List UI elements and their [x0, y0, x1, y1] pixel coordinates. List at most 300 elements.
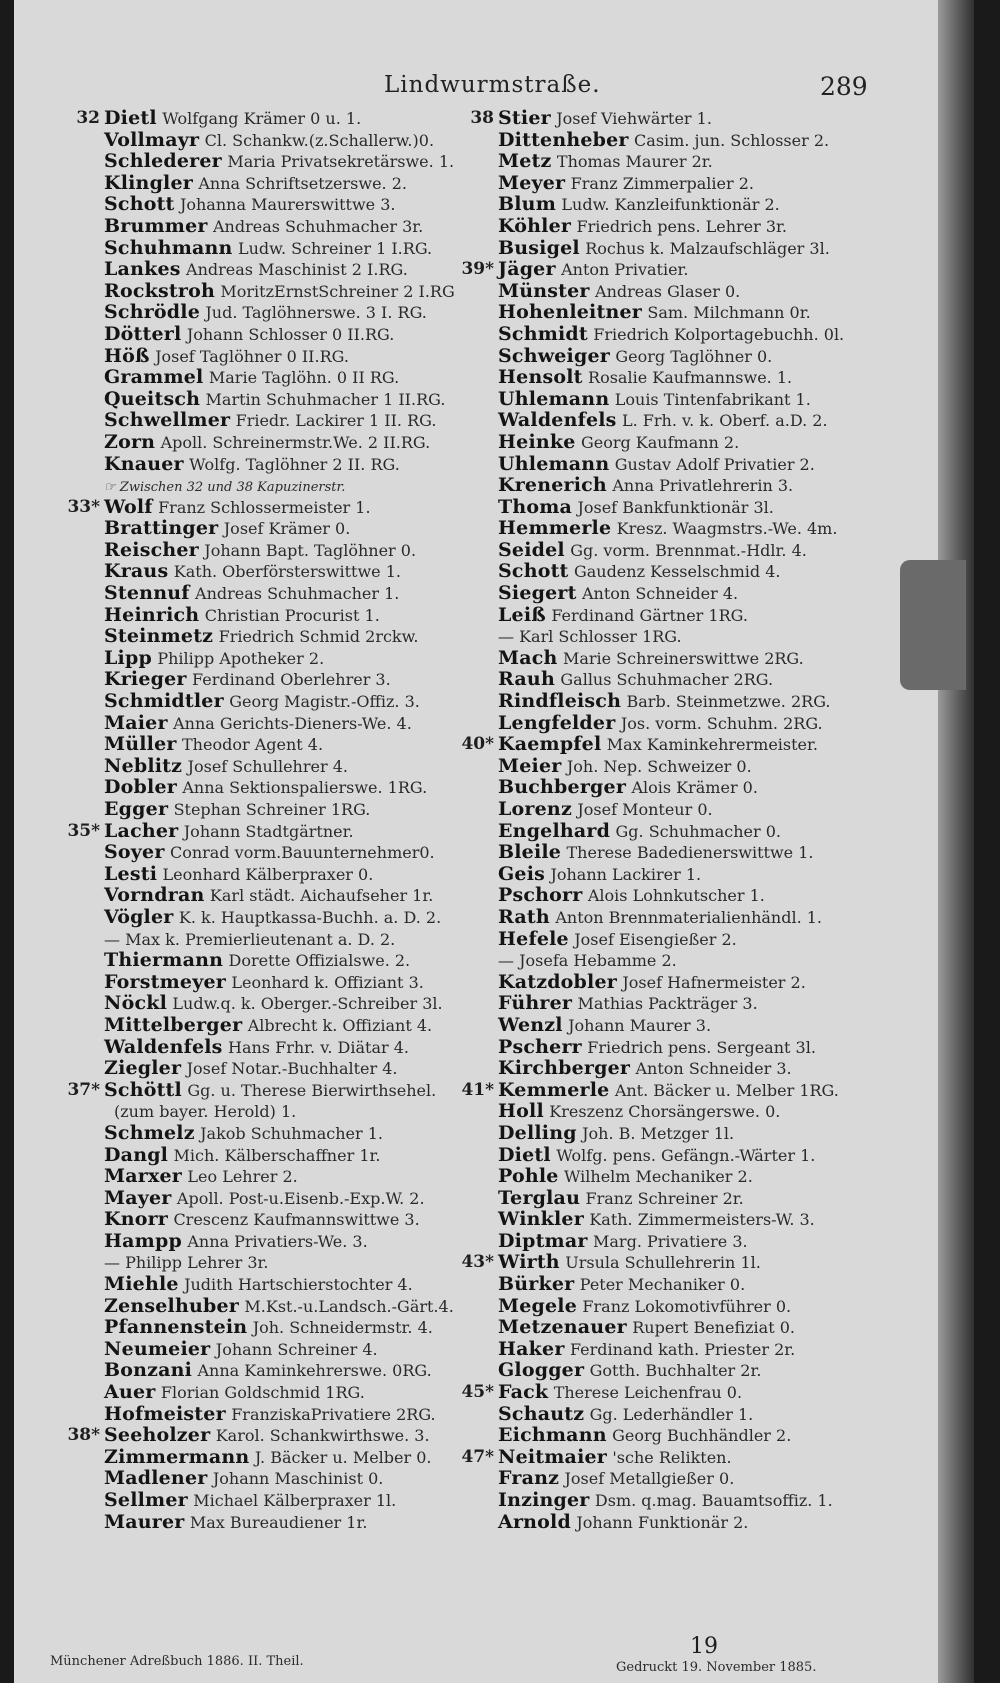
- entry-text: [498, 1101, 780, 1124]
- resident-details: K. k. Hauptkassa-Buchh. a. D. 2.: [178, 907, 442, 927]
- entry-text: [498, 346, 772, 369]
- entry-text: [498, 130, 829, 153]
- entry-text: [104, 497, 371, 520]
- directory-entry: [444, 410, 884, 432]
- resident-surname: Inzinger: [498, 1489, 590, 1511]
- resident-details: Joh. Nep. Schweizer 0.: [566, 756, 752, 776]
- resident-details: Karl städt. Aichaufseher 1r.: [209, 886, 434, 906]
- directory-entry: [444, 1360, 884, 1382]
- resident-details: Georg Taglöhner 0.: [615, 346, 773, 366]
- resident-surname: Thiermann: [104, 949, 224, 972]
- entry-text: [104, 1468, 383, 1491]
- directory-entry: [444, 1382, 884, 1404]
- resident-surname: Winkler: [498, 1208, 584, 1231]
- entry-text: [498, 1468, 734, 1491]
- resident-surname: Lorenz: [498, 798, 572, 820]
- resident-details: Alois Lohnkutscher 1.: [587, 886, 765, 906]
- directory-entry: [50, 777, 470, 799]
- resident-details: Christian Procurist 1.: [204, 605, 380, 625]
- directory-entry: [444, 842, 884, 864]
- entry-text: [104, 1058, 398, 1081]
- resident-details: Wilhelm Mechaniker 2.: [563, 1167, 753, 1187]
- resident-surname: Pschorr: [498, 884, 583, 907]
- resident-surname: Seeholzer: [104, 1424, 211, 1447]
- entry-text: [104, 1037, 409, 1060]
- entry-text: [104, 1274, 413, 1297]
- resident-details: Georg Magistr.-Offiz. 3.: [229, 692, 420, 712]
- resident-details: Casim. jun. Schlosser 2.: [634, 130, 830, 150]
- resident-details: Theodor Agent 4.: [182, 735, 324, 755]
- resident-surname: Egger: [104, 798, 169, 820]
- resident-surname: Engelhard: [498, 819, 611, 842]
- entry-text: [498, 1512, 748, 1535]
- directory-entry: [444, 734, 884, 756]
- resident-surname: Knauer: [104, 452, 184, 475]
- entry-text: [104, 1145, 380, 1168]
- entry-text: [498, 1274, 745, 1297]
- resident-surname: Rath: [498, 905, 550, 928]
- directory-entry: [50, 151, 470, 173]
- directory-entry: [444, 1123, 884, 1145]
- entry-text: [498, 561, 780, 584]
- resident-surname: Hensolt: [498, 366, 583, 389]
- entry-text: [104, 518, 350, 541]
- entry-text: [498, 972, 806, 995]
- resident-details: Kath. Oberförsterswittwe 1.: [173, 562, 401, 582]
- entry-text: [498, 907, 822, 930]
- directory-entry: [50, 1209, 470, 1231]
- directory-entry: [50, 929, 470, 951]
- resident-details: Ludw. Schreiner 1 I.RG.: [237, 238, 433, 258]
- resident-details: Jos. vorm. Schuhm. 2RG.: [620, 713, 823, 733]
- resident-details: Josef Eisengießer 2.: [574, 929, 737, 949]
- resident-surname: Metz: [498, 150, 552, 173]
- directory-entry: [444, 1447, 884, 1469]
- directory-entry: [50, 885, 470, 907]
- entry-text: [498, 302, 811, 325]
- resident-surname: Uhlemann: [498, 452, 610, 475]
- resident-details: Johann Stadtgärtner.: [183, 821, 354, 841]
- resident-details: Jud. Taglöhnerswe. 3 I. RG.: [205, 303, 427, 323]
- resident-details: — Philipp Lehrer 3r.: [104, 1253, 269, 1273]
- entry-text: [498, 1404, 753, 1427]
- directory-entry: [444, 972, 884, 994]
- directory-entry: [444, 1166, 884, 1188]
- entry-text: [498, 1252, 761, 1275]
- resident-surname: Nöckl: [104, 992, 167, 1015]
- resident-details: FranziskaPrivatiere 2RG.: [231, 1404, 436, 1424]
- resident-details: Joh. B. Metzger 1l.: [582, 1123, 735, 1143]
- entry-text: [498, 734, 818, 757]
- directory-entry: [444, 929, 884, 951]
- resident-details: Ludw.q. k. Oberger.-Schreiber 3l.: [172, 994, 443, 1014]
- resident-details: Marie Schreinerswittwe 2RG.: [562, 648, 804, 668]
- directory-entry: [50, 1339, 470, 1361]
- resident-surname: Schmelz: [104, 1121, 195, 1144]
- directory-entry: [444, 281, 884, 303]
- directory-entry: [444, 561, 884, 583]
- directory-entry: [444, 302, 884, 324]
- resident-surname: Seidel: [498, 538, 565, 561]
- directory-entry: [444, 821, 884, 843]
- directory-entry: [444, 151, 884, 173]
- entry-text: [498, 216, 787, 239]
- directory-entry: [444, 605, 884, 627]
- resident-details: Max Bureaudiener 1r.: [189, 1512, 368, 1532]
- resident-surname: Mittelberger: [104, 1013, 243, 1036]
- directory-entry: [444, 626, 884, 648]
- entry-text: [104, 561, 401, 584]
- resident-surname: Katzdobler: [498, 970, 617, 993]
- resident-details: — Josefa Hebamme 2.: [498, 951, 677, 971]
- entry-text: [498, 238, 830, 261]
- resident-details: Jakob Schuhmacher 1.: [200, 1123, 384, 1143]
- directory-entry: [50, 821, 470, 843]
- resident-surname: Madlener: [104, 1467, 208, 1490]
- entry-text: [104, 410, 436, 433]
- directory-entry: [444, 454, 884, 476]
- resident-surname: Hemmerle: [498, 517, 612, 540]
- resident-surname: Vollmayr: [104, 128, 200, 151]
- street-heading: Lindwurmstraße.: [384, 72, 601, 98]
- resident-details: Johann Lackirer 1.: [550, 864, 702, 884]
- entry-text: [104, 821, 354, 844]
- resident-details: Karol. Schankwirthswe. 3.: [215, 1426, 430, 1446]
- directory-entry: [50, 1231, 470, 1253]
- directory-entry: [444, 993, 884, 1015]
- page-number: 289: [820, 72, 868, 101]
- directory-entry: [444, 1037, 884, 1059]
- resident-details: Rupert Benefiziat 0.: [632, 1318, 795, 1338]
- entry-text: [498, 1166, 753, 1189]
- house-number: 38*: [67, 1425, 100, 1446]
- entry-text: [498, 1296, 791, 1319]
- resident-details: Johann Bapt. Taglöhner 0.: [204, 540, 417, 560]
- resident-details: M.Kst.-u.Landsch.-Gärt.4.: [244, 1296, 454, 1316]
- resident-details: Gg. u. Therese Bierwirthsehel.: [187, 1080, 437, 1100]
- entry-text: [104, 346, 349, 369]
- entry-text: [498, 777, 758, 800]
- directory-entry: [50, 1015, 470, 1037]
- resident-details: Anton Schneider 4.: [582, 584, 739, 604]
- resident-details: Josef Bankfunktionär 3l.: [577, 497, 774, 517]
- resident-surname: Miehle: [104, 1273, 179, 1296]
- directory-entry: [444, 1296, 884, 1318]
- resident-details: Peter Mechaniker 0.: [579, 1275, 746, 1295]
- resident-surname: Buchberger: [498, 776, 627, 799]
- directory-entry: [50, 1166, 470, 1188]
- resident-surname: Schott: [498, 560, 569, 583]
- resident-surname: Hohenleitner: [498, 301, 642, 324]
- entry-text: [104, 173, 407, 196]
- resident-details: Anna Privatlehrerin 3.: [612, 476, 794, 496]
- resident-surname: Leiß: [498, 603, 546, 626]
- resident-surname: Holl: [498, 1100, 544, 1123]
- resident-details: Josef Krämer 0.: [223, 519, 351, 539]
- entry-text: [498, 1145, 815, 1168]
- entry-text: [104, 108, 361, 131]
- house-number: 40*: [461, 734, 494, 755]
- resident-surname: Münster: [498, 279, 590, 302]
- entry-text: [104, 1425, 430, 1448]
- resident-details: Hans Frhr. v. Diätar 4.: [228, 1037, 409, 1057]
- entry-text: [104, 1447, 432, 1470]
- page-header: [14, 68, 914, 108]
- resident-surname: Neitmaier: [498, 1445, 607, 1468]
- entry-text: [104, 864, 373, 887]
- entry-text: [498, 281, 740, 304]
- resident-details: Gg. vorm. Brennmat.-Hdlr. 4.: [570, 540, 807, 560]
- entry-text: [498, 173, 754, 196]
- resident-details: Anton Brennmaterialienhändl. 1.: [555, 907, 823, 927]
- entry-text: [498, 1317, 795, 1340]
- directory-entry: [444, 691, 884, 713]
- resident-surname: Reischer: [104, 538, 199, 561]
- resident-details: Louis Tintenfabrikant 1.: [614, 389, 811, 409]
- directory-entry: [50, 972, 470, 994]
- resident-details: Friedrich Kolportagebuchh. 0l.: [593, 324, 845, 344]
- resident-surname: Müller: [104, 733, 177, 756]
- entry-text: [104, 583, 399, 606]
- resident-details: Stephan Schreiner 1RG.: [173, 800, 371, 819]
- house-number: 32: [76, 108, 100, 128]
- entry-text: [498, 821, 781, 844]
- house-number: 37*: [67, 1079, 100, 1100]
- resident-details: Ferdinand kath. Priester 2r.: [569, 1339, 796, 1359]
- entry-text: [498, 1015, 711, 1038]
- entry-text: [104, 302, 427, 325]
- resident-details: Josef Viehwärter 1.: [556, 109, 712, 128]
- resident-details: Johann Maschinist 0.: [212, 1469, 384, 1489]
- resident-details: Anna Schriftsetzerswe. 2.: [198, 173, 407, 193]
- resident-details: Wolfg. Taglöhner 2 II. RG.: [189, 454, 400, 474]
- directory-entry: [444, 669, 884, 691]
- entry-text: [104, 907, 441, 930]
- directory-entry: [444, 1274, 884, 1296]
- resident-surname: Köhler: [498, 214, 572, 237]
- entry-text: [498, 259, 689, 282]
- house-number: 45*: [461, 1382, 494, 1403]
- resident-surname: Dittenheber: [498, 128, 629, 151]
- entry-text: [498, 1080, 839, 1103]
- resident-surname: Mayer: [104, 1186, 172, 1209]
- directory-entry: [50, 389, 470, 411]
- directory-page: [14, 0, 974, 1683]
- footer-publication: Münchener Adreßbuch 1886. II. Theil.: [50, 1654, 304, 1669]
- resident-surname: Mach: [498, 646, 558, 669]
- resident-details: Florian Goldschmid 1RG.: [160, 1383, 365, 1403]
- resident-surname: Lankes: [104, 258, 181, 281]
- resident-surname: Zorn: [104, 430, 156, 453]
- resident-details: J. Bäcker u. Melber 0.: [254, 1447, 432, 1467]
- entry-text: [498, 885, 765, 908]
- directory-entry: [444, 1145, 884, 1167]
- resident-details: Franz Schreiner 2r.: [585, 1188, 744, 1208]
- directory-entry: [444, 648, 884, 670]
- resident-surname: Waldenfels: [498, 409, 617, 432]
- resident-surname: Diptmar: [498, 1229, 588, 1252]
- resident-surname: Pfannenstein: [104, 1316, 248, 1339]
- resident-details: Gotth. Buchhalter 2r.: [589, 1361, 762, 1381]
- resident-details: Sam. Milchmann 0r.: [647, 303, 811, 323]
- resident-details: Joh. Schneidermstr. 4.: [252, 1318, 433, 1338]
- resident-surname: Ziegler: [104, 1057, 182, 1080]
- resident-surname: Kaempfel: [498, 733, 602, 756]
- resident-details: Dorette Offizialswe. 2.: [228, 951, 411, 971]
- house-number: 33*: [67, 496, 100, 517]
- directory-entry: [444, 950, 884, 972]
- resident-surname: Bleile: [498, 841, 562, 864]
- directory-entry: [50, 475, 470, 497]
- directory-entry: [50, 1080, 470, 1102]
- resident-details: Johann Maurer 3.: [568, 1015, 712, 1035]
- entry-text: [104, 1123, 383, 1146]
- resident-surname: Brummer: [104, 214, 208, 237]
- resident-surname: Schwellmer: [104, 409, 231, 432]
- directory-entry: [444, 1468, 884, 1490]
- resident-surname: Busigel: [498, 236, 580, 259]
- resident-surname: Schautz: [498, 1402, 585, 1425]
- directory-entry: [444, 907, 884, 929]
- resident-surname: Jäger: [498, 258, 556, 281]
- entry-text: [498, 756, 752, 779]
- directory-entry: [50, 1360, 470, 1382]
- left-column: [50, 108, 470, 1533]
- directory-entry: [50, 432, 470, 454]
- resident-details: Leo Lehrer 2.: [187, 1167, 298, 1187]
- resident-details: Leonhard k. Offiziant 3.: [231, 972, 424, 992]
- directory-entry: [50, 410, 470, 432]
- entry-text: [104, 367, 399, 390]
- entry-text: [104, 1080, 436, 1103]
- directory-entry: [50, 238, 470, 260]
- house-number: 47*: [461, 1446, 494, 1467]
- resident-details: Gallus Schuhmacher 2RG.: [560, 670, 774, 690]
- resident-surname: Kemmerle: [498, 1078, 610, 1101]
- resident-details: Alois Krämer 0.: [631, 778, 758, 798]
- directory-entry: [50, 1447, 470, 1469]
- entry-text: [104, 1404, 436, 1427]
- entry-text: [498, 583, 738, 606]
- resident-surname: Neblitz: [104, 754, 183, 777]
- entry-text: [104, 1339, 378, 1362]
- directory-entry: [50, 561, 470, 583]
- resident-details: Franz Lokomotivführer 0.: [582, 1296, 792, 1316]
- resident-surname: Kraus: [104, 560, 169, 583]
- resident-surname: Stennuf: [104, 582, 190, 605]
- directory-entry: [50, 1123, 470, 1145]
- entry-text: [104, 756, 348, 779]
- directory-entry: [50, 130, 470, 152]
- resident-surname: Meier: [498, 754, 562, 777]
- resident-details: Anna Kaminkehrerswe. 0RG.: [197, 1361, 432, 1381]
- entry-text: [104, 799, 370, 822]
- entry-text: [498, 842, 813, 865]
- directory-entry: [444, 389, 884, 411]
- directory-entry: [50, 1058, 470, 1080]
- entry-text: [104, 1188, 425, 1211]
- entry-text: [498, 669, 773, 692]
- entry-text: [498, 108, 712, 131]
- resident-details: MoritzErnstSchreiner 2 I.RG: [220, 281, 455, 301]
- resident-surname: Soyer: [104, 841, 165, 864]
- resident-details: Josef Metallgießer 0.: [564, 1469, 735, 1489]
- resident-details: Friedrich pens. Sergeant 3l.: [587, 1037, 816, 1057]
- resident-surname: Dangl: [104, 1143, 169, 1166]
- resident-surname: Kirchberger: [498, 1057, 631, 1080]
- resident-surname: Klingler: [104, 171, 193, 194]
- resident-details: Ursula Schullehrerin 1l.: [565, 1253, 761, 1273]
- resident-details: Kreszenz Chorsängerswe. 0.: [549, 1102, 781, 1122]
- directory-entry: [50, 1512, 470, 1534]
- entry-text: [498, 518, 837, 541]
- resident-details: Marg. Privatiere 3.: [593, 1231, 748, 1251]
- resident-details: Albrecht k. Offiziant 4.: [247, 1015, 433, 1035]
- directory-entry: [50, 993, 470, 1015]
- entry-text: [104, 734, 323, 757]
- resident-surname: Krenerich: [498, 474, 607, 497]
- entry-text: [104, 216, 423, 239]
- directory-entry: [50, 518, 470, 540]
- entry-text: [104, 972, 424, 995]
- directory-entry: [444, 1252, 884, 1274]
- directory-entry: [444, 1101, 884, 1123]
- entry-text: [104, 929, 395, 952]
- entry-text: [498, 1339, 795, 1362]
- directory-entry: [50, 367, 470, 389]
- resident-surname: Schrödle: [104, 301, 200, 324]
- entry-text: [498, 993, 758, 1016]
- resident-surname: Pohle: [498, 1165, 559, 1188]
- resident-details: Josef Schullehrer 4.: [187, 756, 348, 776]
- directory-entry: [444, 1425, 884, 1447]
- resident-details: Ludw. Kanzleifunktionär 2.: [561, 195, 780, 215]
- resident-details: Barb. Steinmetzwe. 2RG.: [626, 692, 831, 712]
- house-number: 39*: [461, 259, 494, 280]
- resident-details: Georg Buchhändler 2.: [612, 1426, 792, 1446]
- entry-text: [104, 1490, 396, 1513]
- resident-details: Friedr. Lackirer 1 II. RG.: [235, 411, 437, 431]
- directory-entry: [444, 885, 884, 907]
- entry-text: [104, 1317, 433, 1340]
- entry-text: [104, 454, 400, 477]
- resident-details: Crescenz Kaufmannswittwe 3.: [173, 1210, 420, 1230]
- entry-text: [498, 1037, 816, 1060]
- resident-surname: Sellmer: [104, 1489, 188, 1511]
- resident-surname: Terglau: [498, 1186, 581, 1209]
- resident-details: Therese Badedienerswittwe 1.: [566, 843, 814, 863]
- resident-surname: Steinmetz: [104, 625, 214, 648]
- resident-surname: Schöttl: [104, 1078, 182, 1101]
- directory-entry: [50, 194, 470, 216]
- resident-surname: Lesti: [104, 862, 158, 885]
- resident-details: — Karl Schlosser 1RG.: [498, 627, 682, 647]
- resident-details: Anna Privatiers-We. 3.: [187, 1231, 368, 1251]
- directory-entry: [50, 1404, 470, 1426]
- resident-details: Kath. Zimmermeisters-W. 3.: [589, 1210, 815, 1230]
- resident-surname: Führer: [498, 992, 573, 1015]
- resident-details: Ant. Bäcker u. Melber 1RG.: [614, 1080, 839, 1100]
- entry-text: [498, 605, 748, 628]
- directory-entry: [444, 1231, 884, 1253]
- resident-surname: Franz: [498, 1467, 560, 1490]
- resident-details: Friedrich Schmid 2rckw.: [218, 627, 419, 647]
- resident-details: Rosalie Kaufmannswe. 1.: [588, 368, 793, 388]
- resident-surname: Maurer: [104, 1510, 185, 1533]
- resident-surname: Hampp: [104, 1229, 182, 1252]
- house-number: 35*: [67, 820, 100, 841]
- resident-surname: Wenzl: [498, 1013, 563, 1036]
